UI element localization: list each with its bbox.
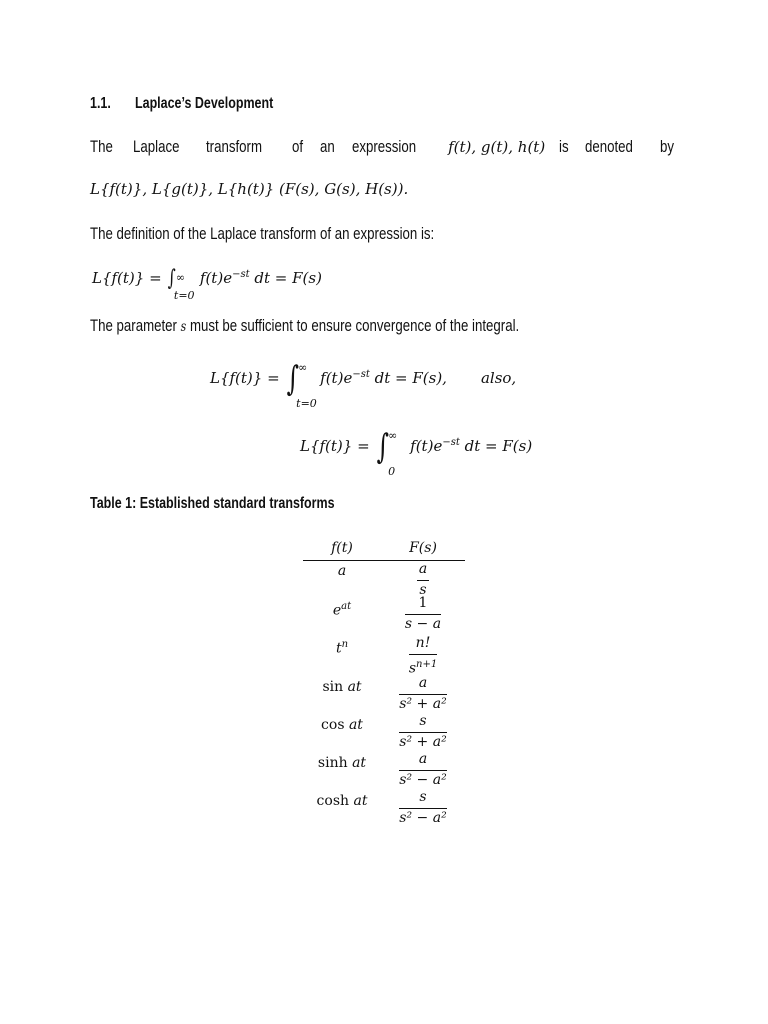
section-number: 1.1. — [90, 95, 111, 112]
intro-word: is — [558, 137, 569, 156]
intro-word: denoted — [584, 137, 633, 156]
integral-sign: ∫ — [287, 359, 300, 399]
table-header — [303, 536, 465, 561]
table-row: sin at $\frac{a}{\text{s² + a²}}$ — [322, 675, 447, 712]
intro-line-2: L{f(t)}, L{g(t)}, L{h(t)} (F(s), G(s), H(s)). — [90, 180, 409, 198]
intro-word: an — [319, 137, 335, 156]
equation-display-2: L{f(t)} = ∫ ∞ 0 $f(t)e^{-st}$ dt = F(s) — [300, 427, 533, 478]
intro-word: by — [660, 137, 675, 156]
table-row: cos at $\frac{s}{\text{s² + a²}}$ — [321, 713, 447, 750]
intro-word: The — [90, 137, 113, 156]
table-row: sinh at $\frac{a}{\text{s² − a²}}$ — [317, 751, 447, 788]
table-row: $e^{at}$ $\frac{1}{s - a}$ — [332, 595, 442, 632]
parameter-text: The parameter s must be sufficient to ensure convergence of the integral. — [90, 316, 520, 335]
integral-sign: ∫ — [168, 266, 177, 291]
table-row: cosh at $\frac{s}{\text{s² − a²}}$ — [316, 789, 447, 826]
transforms-table — [303, 536, 465, 826]
table-caption: Table 1: Established standard transforms — [90, 495, 335, 512]
section-title: Laplace’s Development — [135, 95, 274, 112]
integral-sign: ∫ — [377, 427, 390, 467]
intro-word: of — [291, 137, 303, 156]
table-row: $t^n$ $\frac{n!}{s^{n+1}}$ — [335, 635, 438, 677]
intro-line-1 — [90, 137, 678, 157]
header-time-domain: f(t) — [331, 540, 353, 556]
definition-text: The definition of the Laplace transform of an expression is: — [90, 224, 435, 243]
equation-definition: L{f(t)} = ∫ ∞ t=0 $f(t)e^{-st}$ dt = F(s) — [92, 266, 322, 302]
intro-word: expression — [352, 137, 417, 156]
intro-functions: f(t), g(t), h(t) — [448, 138, 546, 156]
intro-word: Laplace — [132, 137, 180, 156]
header-s-domain: F(s) — [409, 540, 437, 556]
equation-display-1: L{f(t)} = ∫ ∞ t=0 $f(t)e^{-st}$ dt = F(s), also, — [210, 359, 517, 410]
table-row: a $\frac{a}{s}$ — [337, 561, 428, 598]
intro-word: transform — [206, 137, 263, 156]
